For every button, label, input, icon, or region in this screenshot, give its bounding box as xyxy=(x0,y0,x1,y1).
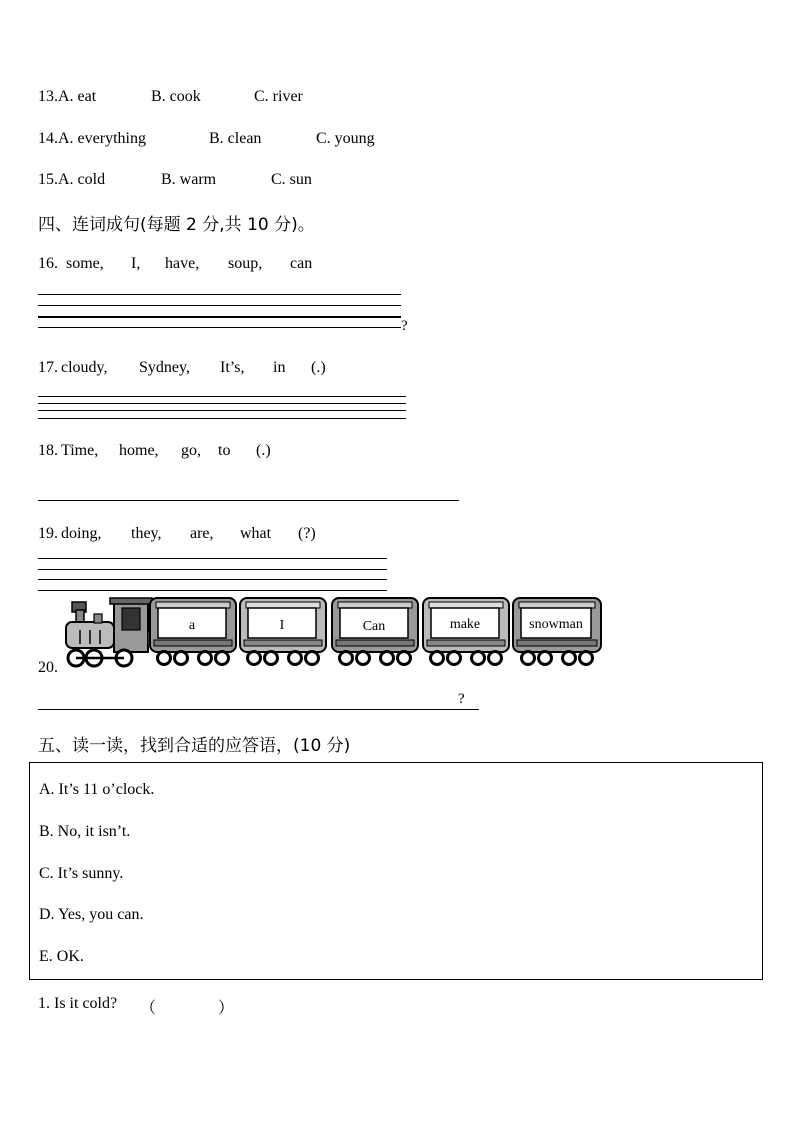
train-car xyxy=(513,598,601,665)
paren-open: （ xyxy=(140,1000,157,1017)
word: Time, xyxy=(61,442,99,459)
paren-close: ） xyxy=(218,1000,235,1017)
question-20 xyxy=(38,659,58,677)
answer-line xyxy=(38,579,387,580)
option-b: B. warm xyxy=(161,171,217,188)
word: (?) xyxy=(298,525,316,542)
question-16 xyxy=(38,255,58,273)
word: (.) xyxy=(311,359,326,376)
question-number: 18. xyxy=(38,442,58,459)
word: to xyxy=(218,442,231,459)
answer-line xyxy=(38,403,406,404)
word: home, xyxy=(119,442,159,459)
word: they, xyxy=(131,525,162,542)
answer-option: D. Yes, you can. xyxy=(39,906,144,923)
train-car xyxy=(423,598,509,665)
word: It’s, xyxy=(220,359,245,376)
train-word: make xyxy=(449,617,481,632)
word: Sydney, xyxy=(139,359,190,376)
answer-option: A. It’s 11 o’clock. xyxy=(39,781,155,798)
word: some, xyxy=(66,255,104,272)
word: can xyxy=(290,255,313,272)
word: have, xyxy=(165,255,200,272)
option-b: B. clean xyxy=(209,130,262,147)
answer-line xyxy=(38,709,479,710)
question-number: 15. xyxy=(38,171,58,188)
option-a: A. cold xyxy=(58,171,106,188)
train-word: I xyxy=(279,618,285,633)
question-14 xyxy=(38,130,146,148)
train-word: snowman xyxy=(529,617,583,632)
question-1 xyxy=(38,995,117,1013)
answer-line xyxy=(38,569,387,570)
option-a: A. eat xyxy=(58,88,97,105)
question-number: 13. xyxy=(38,88,58,105)
answer-line xyxy=(38,590,387,591)
answer-line xyxy=(38,410,406,411)
word: I, xyxy=(131,255,141,272)
answer-line xyxy=(38,418,406,419)
section-4-title: 四、连词成句(每题 2 分,共 10 分)。 xyxy=(38,215,315,235)
option-a: A. everything xyxy=(58,130,146,147)
word: doing, xyxy=(61,525,102,542)
answer-option: C. It’s sunny. xyxy=(39,865,124,882)
question-text: 1. Is it cold? xyxy=(38,995,118,1012)
answer-line xyxy=(38,500,459,501)
train-word: Can xyxy=(362,619,386,634)
answer-line xyxy=(38,327,401,328)
word: what xyxy=(240,525,272,542)
answer-line xyxy=(38,294,401,295)
section-5-title: 五、读一读，找到合适的应答语，(10 分) xyxy=(38,736,351,756)
option-c: C. river xyxy=(254,88,303,105)
train-car xyxy=(150,598,236,665)
answer-line xyxy=(38,396,406,397)
question-13 xyxy=(38,88,96,106)
question-mark: ? xyxy=(401,318,408,334)
word: are, xyxy=(190,525,214,542)
word: soup, xyxy=(228,255,263,272)
locomotive-icon xyxy=(66,598,152,666)
word: (.) xyxy=(256,442,271,459)
answer-line xyxy=(38,305,401,306)
word: in xyxy=(273,359,286,376)
option-c: C. young xyxy=(316,130,375,147)
question-mark: ? xyxy=(458,691,465,707)
train-illustration xyxy=(60,596,605,672)
question-number: 20. xyxy=(38,659,58,676)
word: cloudy, xyxy=(61,359,108,376)
answer-options-box xyxy=(29,762,763,980)
answer-option: E. OK. xyxy=(39,948,84,965)
question-number: 19. xyxy=(38,525,58,542)
answer-line xyxy=(38,558,387,559)
question-19 xyxy=(38,525,58,543)
question-number: 16. xyxy=(38,255,58,272)
question-18 xyxy=(38,442,58,460)
train-word: a xyxy=(188,618,196,633)
option-c: C. sun xyxy=(271,171,312,188)
train-car xyxy=(332,598,418,665)
question-number: 14. xyxy=(38,130,58,147)
question-17 xyxy=(38,359,58,377)
word: go, xyxy=(181,442,201,459)
answer-option: B. No, it isn’t. xyxy=(39,823,131,840)
question-15 xyxy=(38,171,105,189)
train-car xyxy=(240,598,326,665)
answer-line xyxy=(38,316,401,318)
option-b: B. cook xyxy=(151,88,201,105)
question-number: 17. xyxy=(38,359,58,376)
